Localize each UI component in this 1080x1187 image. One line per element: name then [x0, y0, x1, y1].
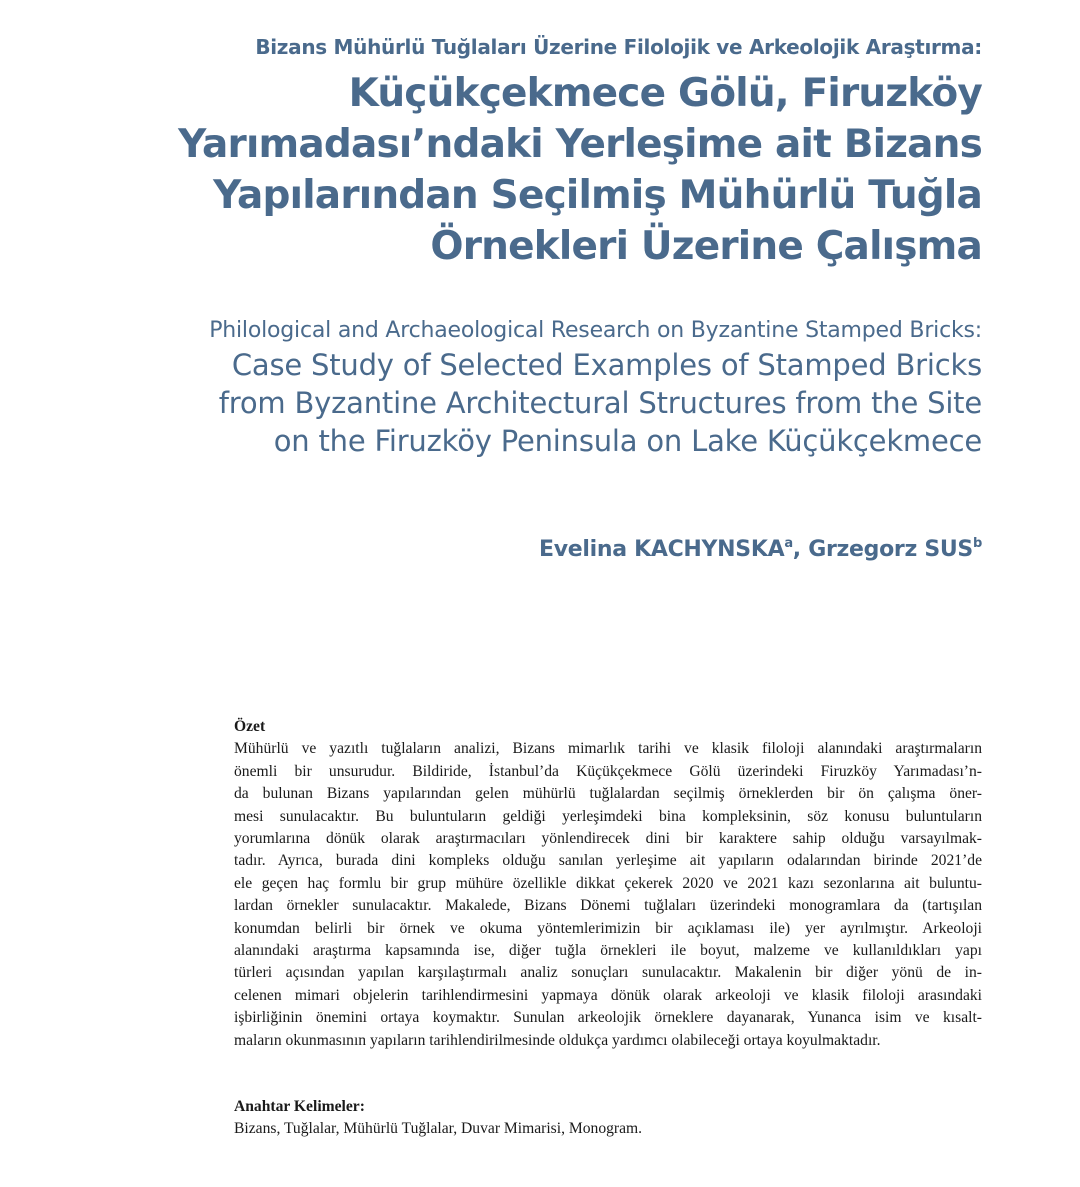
- abstract-line: alanındaki araştırma kapsamında ise, diğer tuğla örnekleri ile boyut, malzeme ve kullanıldıkları yapı: [234, 942, 982, 960]
- english-title-line: from Byzantine Architectural Structures from the Site: [218, 386, 982, 420]
- abstract-section: [234, 716, 982, 1052]
- turkish-title-line: Yarımadası’ndaki Yerleşime ait Bizans: [178, 122, 982, 167]
- english-title: [52, 346, 982, 460]
- abstract-body: [234, 738, 982, 1052]
- english-title-line: Case Study of Selected Examples of Stamped Bricks: [231, 348, 982, 382]
- abstract-line: Mühürlü ve yazıtlı tuğlaların analizi, Bizans mimarlık tarihi ve klasik filoloji alanındaki araştırmaların: [234, 740, 982, 758]
- abstract-line: önemli bir unsurudur. Bildiride, İstanbul’da Küçükçekmece Gölü üzerindeki Firuzköy Yarımadası’n-: [234, 762, 982, 780]
- abstract-line: da bulunan Bizans yapılarından gelen mühürlü tuğlalardan seçilmiş örneklerden bir ön çalışma öner-: [234, 785, 982, 803]
- abstract-line: konumdan belirli bir örnek ve okuma yöntemlerimizin bir açıklaması ile) yer ayrılmıştır. Arkeoloji: [234, 919, 982, 937]
- abstract-line: ele geçen haç formlu bir grup mühüre özellikle dikkat çekerek 2020 ve 2021 kazı sezonlarına ait buluntu-: [234, 874, 982, 892]
- abstract-heading: Özet: [234, 718, 266, 735]
- abstract-line: yorumlarına dönük olarak araştırmacıları yönlendirecek dini bir karaktere sahip olduğu varsayılmak-: [234, 830, 982, 848]
- keywords-heading: Anahtar Kelimeler:: [234, 1098, 365, 1115]
- turkish-kicker: Bizans Mühürlü Tuğlaları Üzerine Filolojik ve Arkeolojik Araştırma:: [255, 35, 982, 59]
- author-name: Grzegorz SUS: [808, 537, 973, 562]
- english-kicker: Philological and Archaeological Research on Byzantine Stamped Bricks:: [209, 318, 982, 343]
- abstract-line: tadır. Ayrıca, burada dini kompleks olduğu sanılan yerleşime ait yapıların odalarından birinde 2021’de: [234, 852, 982, 870]
- english-title-line: on the Firuzköy Peninsula on Lake Küçükçekmece: [273, 424, 982, 458]
- abstract-line: türleri açısından yapılan karşılaştırmalı analiz sonuçları sunulacaktır. Makalenin bir diğer yönü de in-: [234, 964, 982, 982]
- turkish-title-line: Yapılarından Seçilmiş Mühürlü Tuğla: [213, 173, 982, 218]
- keywords-text: Bizans, Tuğlalar, Mühürlü Tuğlalar, Duvar Mimarisi, Monogram.: [234, 1120, 643, 1138]
- abstract-line: mesi sunulacaktır. Bu buluntuların geldiği yerleşimdeki bina kompleksinin, söz konusu buluntuların: [234, 807, 982, 825]
- turkish-title-line: Küçükçekmece Gölü, Firuzköy: [348, 71, 982, 116]
- author-list: [539, 536, 982, 562]
- author-affiliation-mark: a: [784, 536, 793, 551]
- turkish-title: [52, 68, 982, 272]
- keywords-section: [234, 1096, 982, 1141]
- abstract-line: lardan örnekler sunulacaktır. Makalede, Bizans Dönemi tuğlaları üzerindeki monogramlara da (tartışılan: [234, 897, 982, 915]
- author-separator: ,: [792, 537, 809, 562]
- abstract-line: işbirliğinin önemini ortaya koymaktır. Sunulan arkeolojik örneklere dayanarak, Yunanca isim ve kısalt-: [234, 1009, 982, 1027]
- abstract-line: maların okunmasının yapıların tarihlendirilmesinde oldukça yardımcı olabileceği ortaya koyulmaktadır.: [234, 1031, 881, 1049]
- author-name: Evelina KACHYNSKA: [538, 537, 785, 562]
- author-affiliation-mark: b: [972, 536, 982, 551]
- abstract-line: celenen mimari objelerin tarihlendirmesini yapmaya dönük olarak arkeoloji ve klasik filoloji arasındaki: [234, 986, 982, 1004]
- turkish-title-line: Örnekleri Üzerine Çalışma: [430, 224, 982, 269]
